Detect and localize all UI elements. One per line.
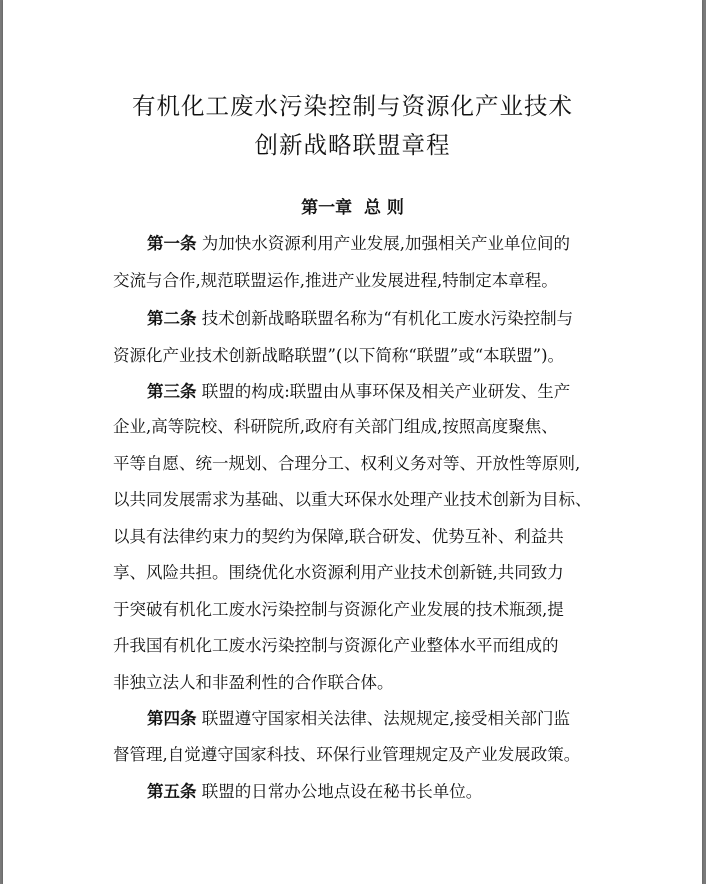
article-3-line: 非独立法人和非盈利性的合作联合体。 bbox=[113, 673, 394, 692]
article-3-line: 于突破有机化工废水污染控制与资源化产业发展的技术瓶颈,提 bbox=[113, 600, 564, 619]
article-3-label: 第三条 bbox=[147, 382, 197, 401]
chapter-heading: 第一章 总 则 bbox=[301, 198, 404, 218]
article-4-text: 联盟遵守国家相关法律、法规规定,接受相关部门监 bbox=[196, 709, 570, 728]
article-2-label: 第二条 bbox=[147, 309, 197, 328]
article-1-label: 第一条 bbox=[147, 234, 197, 253]
article-4-line: 督管理,自觉遵守国家科技、环保行业管理规定及产业发展政策。 bbox=[113, 745, 581, 764]
article-5-text: 联盟的日常办公地点设在秘书长单位。 bbox=[196, 782, 483, 801]
article-2-first-line bbox=[147, 308, 573, 330]
article-3-line: 以共同发展需求为基础、以重大环保水处理产业技术创新为目标、 bbox=[113, 490, 592, 509]
article-1-line: 交流与合作,规范联盟运作,推进产业发展进程,特制定本章程。 bbox=[113, 271, 558, 290]
document-page bbox=[3, 0, 702, 884]
article-3-line: 平等自愿、统一规划、合理分工、权利义务对等、开放性等原则, bbox=[113, 454, 581, 473]
article-3-line: 企业,高等院校、科研院所,政府有关部门组成,按照高度聚焦、 bbox=[113, 417, 558, 436]
article-3-first-line bbox=[147, 381, 570, 403]
article-3-line: 享、风险共担。围绕优化水资源利用产业技术创新链,共同致力 bbox=[113, 563, 564, 582]
article-3-text: 联盟的构成:联盟由从事环保及相关产业研发、生产 bbox=[196, 382, 571, 401]
article-1-text: 为加快水资源利用产业发展,加强相关产业单位间的 bbox=[196, 234, 570, 253]
article-3-line: 升我国有机化工废水污染控制与资源化产业整体水平而组成的 bbox=[113, 636, 559, 655]
article-5-first-line bbox=[147, 781, 482, 803]
article-2-line: 资源化产业技术创新战略联盟”(以下简称“联盟”或“本联盟”)。 bbox=[113, 346, 565, 365]
document-title-line-2: 创新战略联盟章程 bbox=[254, 131, 451, 159]
article-1-first-line bbox=[147, 233, 570, 255]
article-3-line: 以具有法律约束力的契约为保障,联合研发、优势互补、利益共 bbox=[113, 527, 564, 546]
article-4-first-line bbox=[147, 708, 570, 730]
article-5-label: 第五条 bbox=[147, 782, 197, 801]
document-title-line-1: 有机化工废水污染控制与资源化产业技术 bbox=[132, 92, 573, 120]
article-2-text: 技术创新战略联盟名称为“有机化工废水污染控制与 bbox=[196, 309, 574, 328]
article-4-label: 第四条 bbox=[147, 709, 197, 728]
